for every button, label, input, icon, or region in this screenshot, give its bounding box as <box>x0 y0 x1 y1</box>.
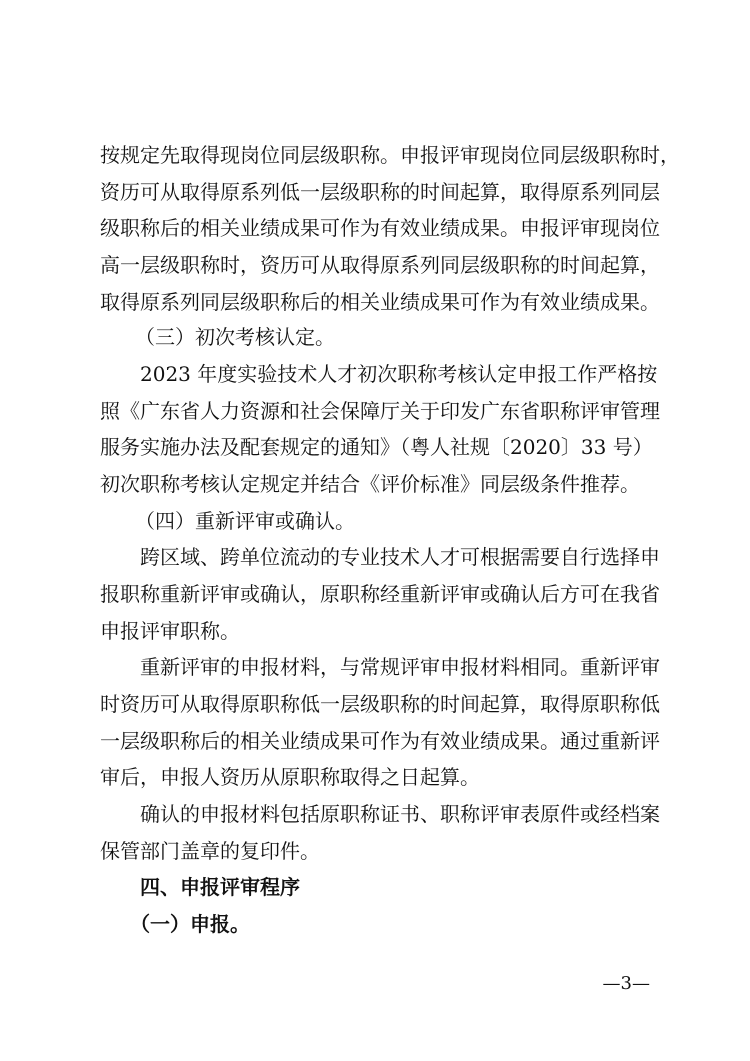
body-text-line: 资历可从取得原系列低一层级职称的时间起算，取得原系列同层 <box>100 180 660 204</box>
body-text-line: 初次职称考核认定规定并结合《评价标准》同层级条件推荐。 <box>100 472 640 496</box>
body-text-line: 时资历可从取得原职称低一层级职称的时间起算，取得原职称低 <box>100 692 660 716</box>
subsection-heading-3: （三）初次考核认定。 <box>135 325 335 349</box>
subsection-heading-4: （四）重新评审或确认。 <box>135 509 355 533</box>
body-text-line: 2023 年度实验技术人才初次职称考核认定申报工作严格按 <box>140 362 658 386</box>
body-text-line: 确认的申报材料包括原职称证书、职称评审表原件或经档案 <box>140 802 660 826</box>
body-text-line: 级职称后的相关业绩成果可作为有效业绩成果。申报评审现岗位 <box>100 216 660 240</box>
body-text-line: 保管部门盖章的复印件。 <box>100 839 320 863</box>
section-heading: 四、申报评审程序 <box>140 875 300 899</box>
body-text-line: 报职称重新评审或确认，原职称经重新评审或确认后方可在我省 <box>100 582 660 606</box>
body-text-line: 按规定先取得现岗位同层级职称。申报评审现岗位同层级职称时， <box>100 143 680 167</box>
body-text-line: 一层级职称后的相关业绩成果可作为有效业绩成果。通过重新评 <box>100 729 660 753</box>
page-number: —3— <box>602 973 650 994</box>
body-text-line: 跨区域、跨单位流动的专业技术人才可根据需要自行选择申 <box>140 545 660 569</box>
body-text-line: 审后，申报人资历从原职称取得之日起算。 <box>100 765 480 789</box>
body-text-line: 照《广东省人力资源和社会保障厅关于印发广东省职称评审管理 <box>100 399 660 423</box>
body-text-line: 重新评审的申报材料，与常规评审申报材料相同。重新评审 <box>140 655 660 679</box>
subsection-heading: （一）申报。 <box>130 912 250 936</box>
body-text-line: 申报评审职称。 <box>100 619 240 643</box>
body-text-line: 高一层级职称时，资历可从取得原系列同层级职称的时间起算， <box>100 253 660 277</box>
body-text-line: 取得原系列同层级职称后的相关业绩成果可作为有效业绩成果。 <box>100 290 660 314</box>
body-text-line: 服务实施办法及配套规定的通知》（粤人社规〔2020〕33 号） <box>100 435 653 459</box>
